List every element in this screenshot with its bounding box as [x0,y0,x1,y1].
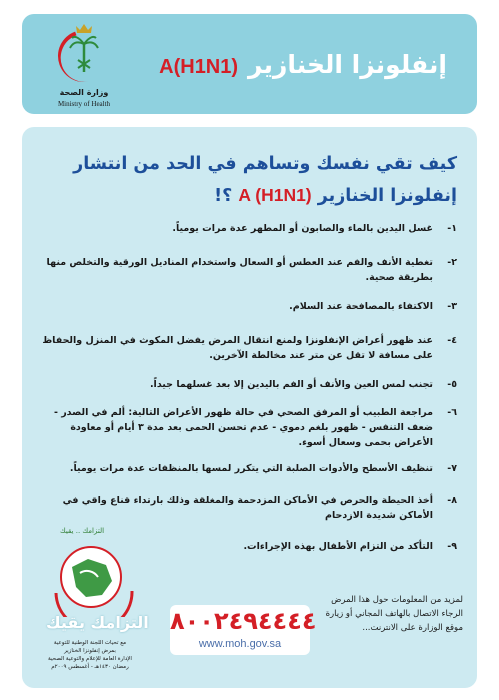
campaign-logo [32,527,152,682]
tip-item [39,299,457,314]
tip-number: ٦- [447,407,457,418]
tip-number: ٧- [447,463,457,474]
header-title [159,50,447,79]
tip-text: تجنب لمس العين والأنف أو الفم باليدين إلا بعد غسلهما جيداً. [149,379,433,390]
tip-item [39,333,457,363]
tip-number: ٥- [447,379,457,390]
main-title-line2 [37,180,457,212]
header-banner [22,14,477,114]
campaign-tag: التزامك .. يقيك [60,527,105,535]
tip-item [39,221,457,236]
main-title-line1: كيف تقي نفسك وتساهم في الحد من انتشار [73,154,457,174]
header-title-latin: A(H1N1) [159,56,239,78]
campaign-slogan: التزامك يقيك [46,613,149,632]
tip-text: مراجعة الطبيب أو المرفق الصحي في حالة ظهور الأعراض التالية: ألم في الصدر - ضعف التنفس - ظهور بلغم دموي - عدم تحسن الحمى بعد مدة ٣ أيام أو معاودة الأعراض بحمى وسعال أسوء. [53,407,433,448]
tip-number: ١- [447,223,457,234]
hotline-box [170,605,317,655]
tip-text: تنظيف الأسطح والأدوات الصلبة التي يتكرر لمسها بالمنظفات عدة مرات يومياً. [69,463,433,474]
tip-number: ٤- [447,335,457,346]
tip-item [39,405,457,450]
tip-number: ٣- [447,301,457,312]
ministry-name-arabic: وزارة الصحة [59,88,109,97]
tip-text: عند ظهور أعراض الإنفلونزا ولمنع انتقال المرض يفضل المكوث في المنزل والحفاظ على مسافة لا تقل عن متر عند مخالطة الآخرين. [42,335,433,361]
campaign-credit-line: الإدارة العامة للإعلام والتوعية الصحية [48,656,132,662]
main-title-line2-end: ؟! [214,186,233,206]
website-url: www.moh.gov.sa [198,638,282,650]
header-title-arabic: إنفلونزا الخنازير [248,50,447,79]
campaign-credit-line: بمرض إنفلونزا الخنازير [64,648,116,654]
tip-text: التأكد من التزام الأطفال بهذه الإجراءات. [243,541,433,552]
tip-item [39,461,457,476]
campaign-credits [40,639,140,671]
tip-text: تغطية الأنف والفم عند العطس أو السعال واستخدام المناديل الورقية والتخلص منها بطريقة صحية. [46,257,433,283]
globe-arabia-icon [36,533,146,617]
ministry-name-english: Ministry of Health [57,100,111,108]
tip-item [39,493,457,523]
main-title-line2-latin: A (H1N1) [238,185,312,205]
content-panel [22,127,477,688]
tip-text: أخذ الحيطة والحرص في الأماكن المزدحمة والمغلقة وذلك بارتداء قناع واقي في الأماكن شديدة الازدحام [62,495,433,521]
tip-item [39,377,457,392]
main-title-line2-arabic: إنفلونزا الخنازير [317,186,457,206]
campaign-credit-line: رمضان ١٤٣٠هـ - أغسطس ٢٠٠٩م [51,664,129,670]
main-title [37,149,457,212]
campaign-credit-line: مع تحيات اللجنة الوطنية للتوعية [53,640,127,646]
tip-number: ٩- [447,541,457,552]
hotline-number: ٨٠٠٢٤٩٤٤٤٤ [170,607,317,635]
tip-number: ٢- [447,257,457,268]
ministry-logo [44,22,124,112]
tip-text: الاكتفاء بالمصافحة عند السلام. [289,301,433,312]
contact-info: لمزيد من المعلومات حول هذا المرض الرجاء الاتصال بالهاتف المجاني أو زيارة موقع الوزارة على الانترنت... [325,595,463,633]
crescent-palm-emblem-icon [54,22,114,86]
tip-item [39,255,457,285]
tip-text: غسل اليدين بالماء والصابون أو المطهر عدة مرات يومياً. [172,223,433,234]
tip-number: ٨- [447,495,457,506]
